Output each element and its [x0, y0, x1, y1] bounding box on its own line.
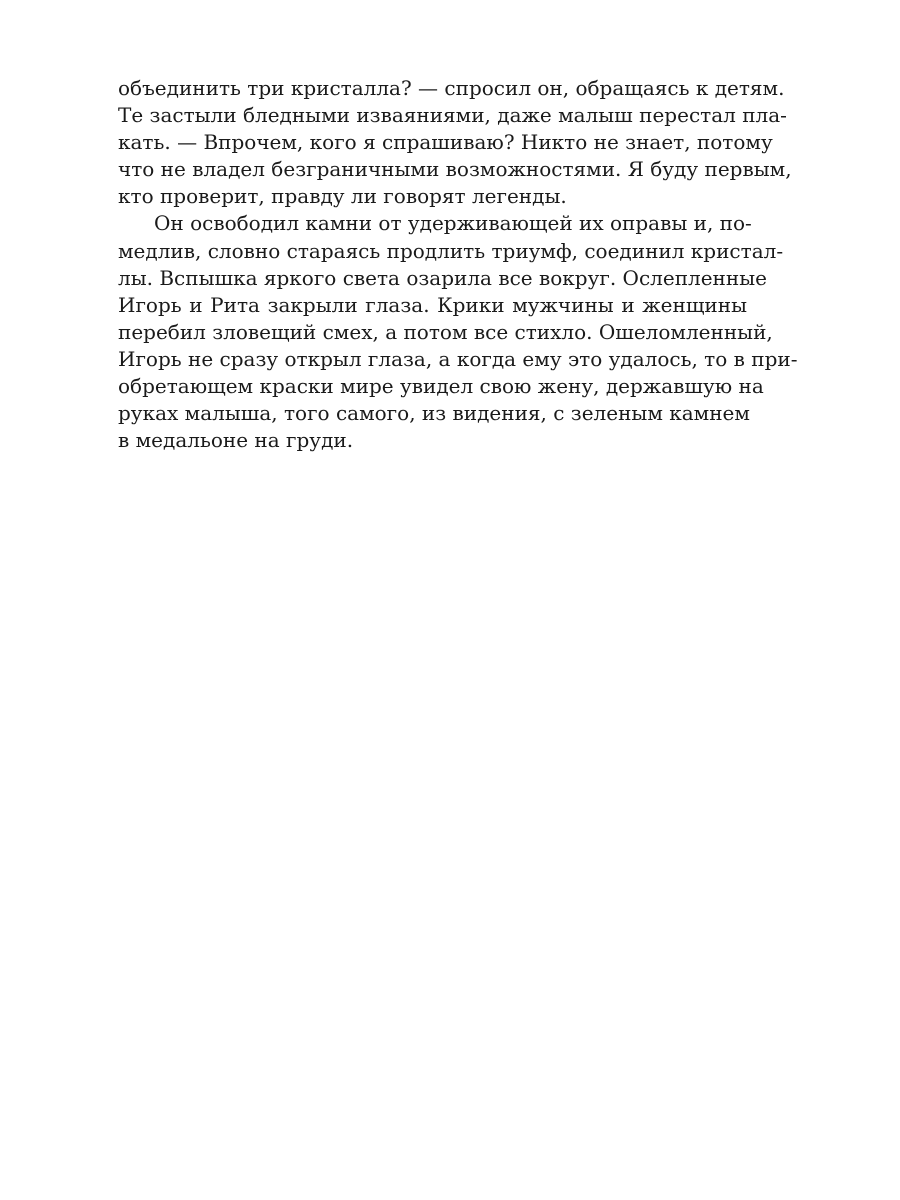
- text-line: объединить три кристалла? — спросил он, обращаясь к детям.: [118, 76, 785, 100]
- text-line: Он освободил камни от удерживающей их оправы и, по-: [154, 211, 752, 236]
- paragraph-2: [118, 210, 798, 454]
- paragraph-1: [118, 75, 792, 210]
- book-page-text: [118, 75, 798, 454]
- text-line: кать. — Впрочем, кого я спрашиваю? Никто не знает, потому: [118, 130, 773, 155]
- text-line: что не владел безграничными возможностями. Я буду первым,: [118, 157, 792, 182]
- text-line: кто проверит, правду ли говорят легенды.: [118, 184, 567, 209]
- text-line: медлив, словно стараясь продлить триумф, соединил кристал-: [118, 238, 784, 263]
- text-line: обретающем краски мире увидел свою жену, державшую на: [118, 374, 764, 399]
- text-line: в медальоне на груди.: [118, 428, 354, 453]
- text-line: перебил зловещий смех, а потом все стихло. Ошеломленный,: [118, 319, 773, 344]
- text-line: Игорь и Рита закрыли глаза. Крики мужчины и женщины: [118, 292, 747, 317]
- text-line: лы. Вспышка яркого света озарила все вокруг. Ослепленные: [118, 265, 767, 290]
- text-line: Игорь не сразу открыл глаза, а когда ему это удалось, то в при-: [118, 346, 798, 371]
- text-line: Те застыли бледными изваяниями, даже малыш перестал пла-: [118, 103, 787, 128]
- text-line: руках малыша, того самого, из видения, с зеленым камнем: [118, 401, 750, 426]
